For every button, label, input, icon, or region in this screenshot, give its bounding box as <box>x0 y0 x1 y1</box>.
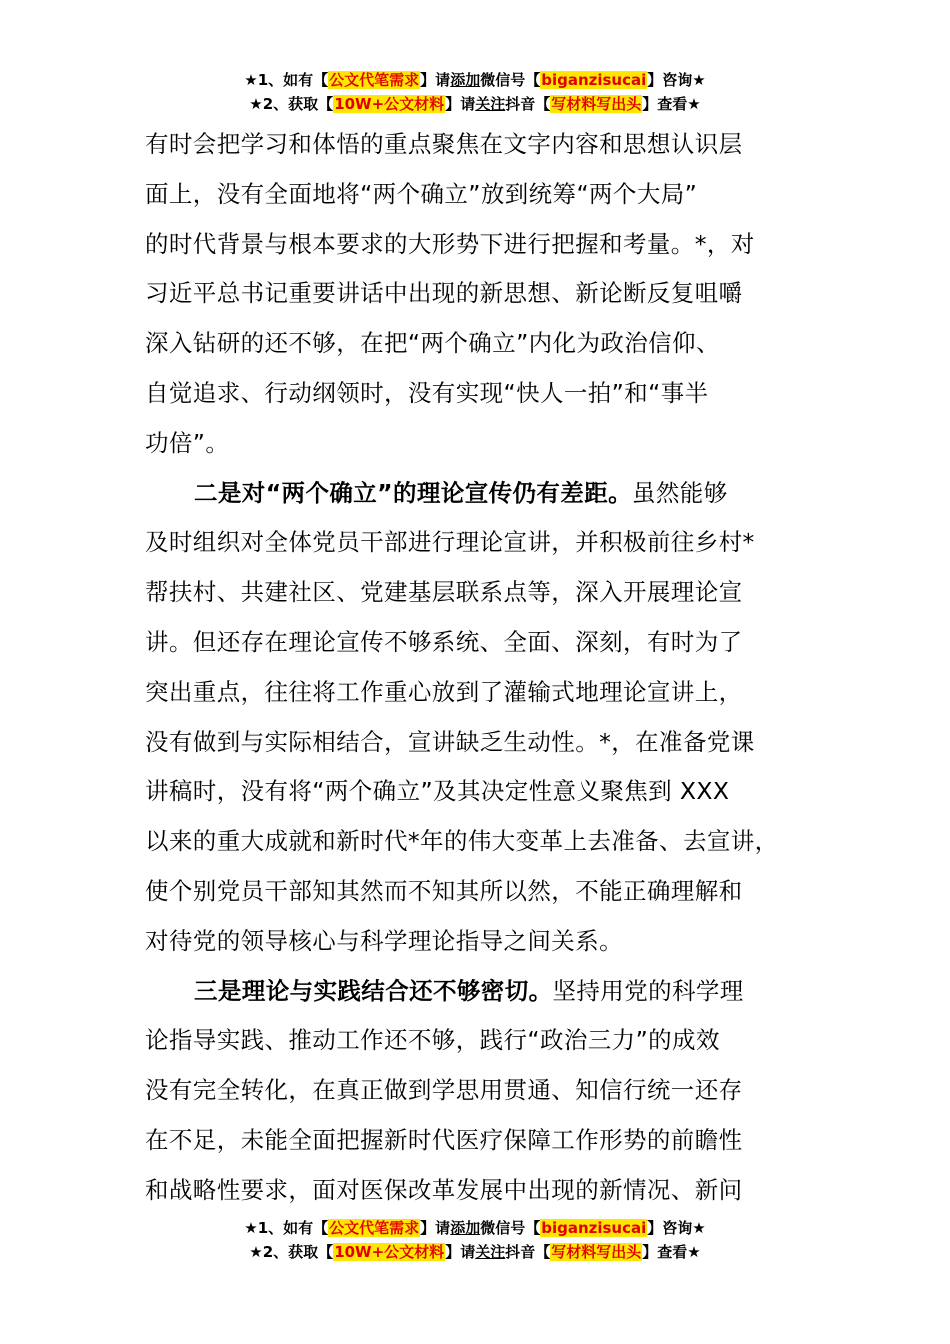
text-line <box>145 269 835 319</box>
banner-text: 微信号【 <box>480 1219 541 1237</box>
line-text: 自觉追求、行动纲领时，没有实现“快人一拍”和“事半 <box>145 378 709 407</box>
paragraph-heading-line <box>145 967 835 1017</box>
text-line <box>145 319 835 369</box>
banner-text: 】咨询★ <box>647 1219 706 1237</box>
line-text: 在不足，未能全面把握新时代医疗保障工作形势的前瞻性 <box>145 1125 743 1154</box>
text-line <box>145 120 835 170</box>
text-line <box>145 419 835 469</box>
line-text: 对待党的领导核心与科学理论指导之间关系。 <box>145 926 623 955</box>
banner-text: 抖音【 <box>505 95 551 113</box>
banner-line-2 <box>0 1240 950 1264</box>
underlined-text: 关注 <box>475 95 506 113</box>
banner-text: ★2、获取【 <box>249 1243 334 1261</box>
paragraph-heading: 三是理论与实践结合还不够密切。 <box>194 976 553 1005</box>
line-text: 虽然能够 <box>632 478 728 507</box>
text-line <box>145 718 835 768</box>
banner-text: ★2、获取【 <box>249 95 334 113</box>
text-line <box>145 767 835 817</box>
text-line <box>145 220 835 270</box>
highlight-text: 公文代笔需求 <box>329 1219 420 1237</box>
line-text: 习近平总书记重要讲话中出现的新思想、新论断反复咀嚼 <box>145 279 743 308</box>
text-line <box>145 170 835 220</box>
banner-line-1 <box>0 1216 950 1240</box>
line-text: 以来的重大成就和新时代*年的伟大变革上去准备、去宣讲， <box>145 827 779 856</box>
line-text: 讲。但还存在理论宣传不够系统、全面、深刻，有时为了 <box>145 627 743 656</box>
text-line <box>145 618 835 668</box>
paragraph-heading: 二是对“两个确立”的理论宣传仍有差距。 <box>194 478 632 507</box>
text-line <box>145 817 835 867</box>
highlight-text: 10W+公文材料 <box>334 95 445 113</box>
line-text: 有时会把学习和体悟的重点聚焦在文字内容和思想认识层 <box>145 130 743 158</box>
text-line <box>145 568 835 618</box>
line-text: 讲稿时，没有将“两个确立”及其决定性意义聚焦到 XXX <box>145 777 730 806</box>
line-text: 坚持用党的科学理 <box>552 976 744 1005</box>
highlight-text: biganzisucai <box>541 1219 647 1237</box>
line-text: 深入钻研的还不够，在把“两个确立”内化为政治信仰、 <box>145 329 720 358</box>
line-text: 和战略性要求，面对医保改革发展中出现的新情况、新问 <box>145 1175 743 1204</box>
highlight-text: 写材料写出头 <box>551 95 642 113</box>
banner-text: 微信号【 <box>480 71 541 89</box>
document-body <box>145 120 835 1216</box>
line-text: 没有做到与实际相结合，宣讲缺乏生动性。*，在准备党课 <box>145 727 755 756</box>
header-banner <box>0 68 950 116</box>
banner-text: 抖音【 <box>505 1243 551 1261</box>
banner-text: 】查看★ <box>642 95 701 113</box>
paragraph-heading-line <box>145 469 835 519</box>
banner-text: 】请 <box>420 1219 451 1237</box>
line-text: 功倍”。 <box>145 428 230 457</box>
line-text: 使个别党员干部知其然而不知其所以然，不能正确理解和 <box>145 876 743 905</box>
text-line <box>145 369 835 419</box>
line-text: 论指导实践、推动工作还不够，践行“政治三力”的成效 <box>145 1026 720 1055</box>
highlight-text: 10W+公文材料 <box>334 1243 445 1261</box>
line-text: 的时代背景与根本要求的大形势下进行把握和考量。*，对 <box>145 229 755 258</box>
text-line <box>145 867 835 917</box>
line-text: 面上，没有全面地将“两个确立”放到统筹“两个大局” <box>145 179 698 208</box>
banner-text: ★1、如有【 <box>244 71 329 89</box>
line-text: 及时组织对全体党员干部进行理论宣讲，并积极前往乡村* <box>145 528 755 557</box>
footer-banner <box>0 1216 950 1264</box>
banner-text: ★1、如有【 <box>244 1219 329 1237</box>
banner-text: 】请 <box>445 1243 476 1261</box>
text-line <box>145 518 835 568</box>
text-line <box>145 1166 835 1216</box>
banner-text: 】查看★ <box>642 1243 701 1261</box>
line-text: 突出重点，往往将工作重心放到了灌输式地理论宣讲上， <box>145 677 743 706</box>
text-line <box>145 917 835 967</box>
text-line <box>145 1066 835 1116</box>
highlight-text: biganzisucai <box>541 71 647 89</box>
highlight-text: 公文代笔需求 <box>329 71 420 89</box>
line-text: 帮扶村、共建社区、党建基层联系点等，深入开展理论宣 <box>145 578 743 607</box>
banner-line-2 <box>0 92 950 116</box>
banner-line-1 <box>0 68 950 92</box>
text-line <box>145 1116 835 1166</box>
highlight-text: 写材料写出头 <box>551 1243 642 1261</box>
banner-text: 】请 <box>445 95 476 113</box>
line-text: 没有完全转化，在真正做到学思用贯通、知信行统一还存 <box>145 1076 743 1105</box>
underlined-text: 添加 <box>450 1219 481 1237</box>
underlined-text: 关注 <box>475 1243 506 1261</box>
underlined-text: 添加 <box>450 71 481 89</box>
text-line <box>145 1016 835 1066</box>
banner-text: 】咨询★ <box>647 71 706 89</box>
banner-text: 】请 <box>420 71 451 89</box>
text-line <box>145 668 835 718</box>
